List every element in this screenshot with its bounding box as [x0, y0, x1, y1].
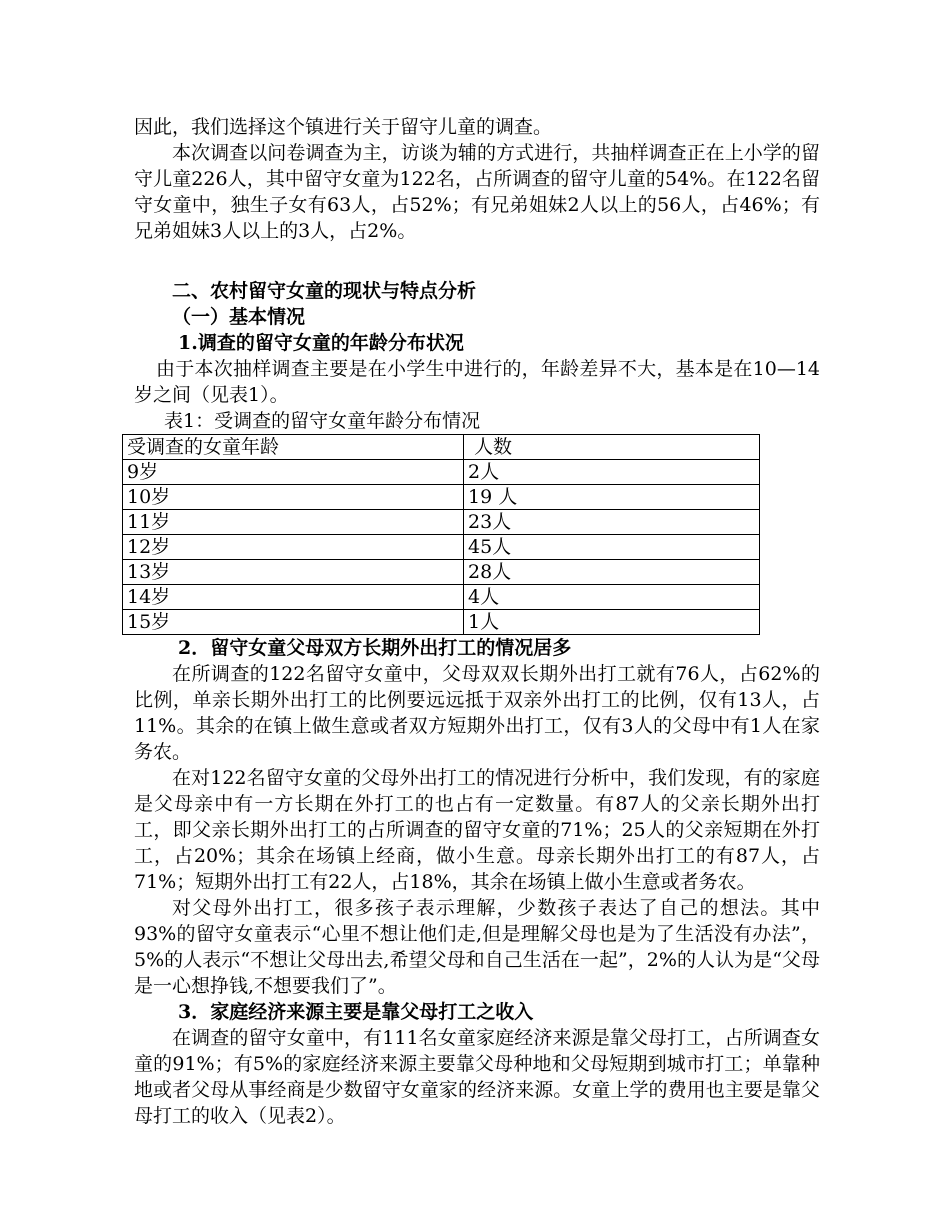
table-cell: 19 人	[464, 485, 760, 510]
table-row	[123, 585, 760, 610]
heading-age-distribution: 1.调查的留守女童的年龄分布状况	[178, 332, 464, 354]
table-cell: 23人	[464, 510, 760, 535]
paragraph: 因此，我们选择这个镇进行关于留守儿童的调查。	[134, 116, 553, 138]
table-cell: 2人	[464, 460, 760, 485]
table-row	[123, 610, 760, 635]
table-header-cell: 人数	[464, 435, 760, 460]
table-cell: 11岁	[123, 510, 464, 535]
table-cell: 1人	[464, 610, 760, 635]
paragraph: 在所调查的122名留守女童中，父母双双长期外出打工就有76人，占62%的比例，单亲长期外出打工的比例要远远抵于双亲外出打工的比例，仅有13人，占11%。其余的在镇上做生意或者双方短期外出打工，仅有3人的父母中有1人在家务农。	[134, 663, 820, 763]
table-cell: 28人	[464, 560, 760, 585]
table-cell: 9岁	[123, 460, 464, 485]
section-title: 二、农村留守女童的现状与特点分析	[172, 280, 477, 302]
table-header-row	[123, 435, 760, 460]
paragraph: 由于本次抽样调查主要是在小学生中进行的，年龄差异不大，基本是在10—14岁之间（见表1）。	[134, 358, 820, 406]
subsection-title: （一）基本情况	[172, 306, 306, 328]
heading-parents-working-away: 2．留守女童父母双方长期外出打工的情况居多	[178, 637, 572, 659]
table-cell: 10岁	[123, 485, 464, 510]
age-distribution-table	[122, 434, 760, 635]
paragraph: 本次调查以问卷调查为主，访谈为辅的方式进行，共抽样调查正在上小学的留守儿童226人，其中留守女童为122名，占所调查的留守儿童的54%。在122名留守女童中，独生子女有63人，占52%；有兄弟姐妹2人以上的56人，占46%；有兄弟姐妹3人以上的3人，占2%。	[134, 142, 820, 242]
heading-family-income: 3．家庭经济来源主要是靠父母打工之收入	[178, 1001, 534, 1023]
table-header-cell: 受调查的女童年龄	[123, 435, 464, 460]
table-cell: 14岁	[123, 585, 464, 610]
paragraph: 在对122名留守女童的父母外出打工的情况进行分析中，我们发现，有的家庭是父母亲中有一方长期在外打工的也占有一定数量。有87人的父亲长期外出打工，即父亲长期外出打工的占所调查的留守女童的71%；25人的父亲短期在外打工，占20%；其余在场镇上经商，做小生意。母亲长期外出打工的有87人，占71%；短期外出打工有22人，占18%，其余在场镇上做小生意或者务农。	[134, 767, 820, 893]
document-page	[127, 114, 820, 1129]
table-cell: 12岁	[123, 535, 464, 560]
table-row	[123, 460, 760, 485]
table-cell: 4人	[464, 585, 760, 610]
paragraph: 对父母外出打工，很多孩子表示理解，少数孩子表达了自己的想法。其中93%的留守女童表示“心里不想让他们走,但是理解父母也是为了生活没有办法”，5%的人表示“不想让父母出去,希望父母和自己生活在一起”，2%的人认为是“父母是一心想挣钱,不想要我们了”。	[134, 897, 820, 997]
spacer	[134, 244, 820, 270]
table-cell: 13岁	[123, 560, 464, 585]
table-row	[123, 535, 760, 560]
table-caption: 表1：受调查的留守女童年龄分布情况	[164, 410, 481, 432]
paragraph: 在调查的留守女童中，有111名女童家庭经济来源是靠父母打工，占所调查女童的91%；有5%的家庭经济来源主要靠父母种地和父母短期到城市打工；单靠种地或者父母从事经商是少数留守女童家的经济来源。女童上学的费用也主要是靠父母打工的收入（见表2）。	[134, 1027, 820, 1127]
table-cell: 45人	[464, 535, 760, 560]
table-row	[123, 560, 760, 585]
table-cell: 15岁	[123, 610, 464, 635]
table-row	[123, 485, 760, 510]
table-row	[123, 510, 760, 535]
